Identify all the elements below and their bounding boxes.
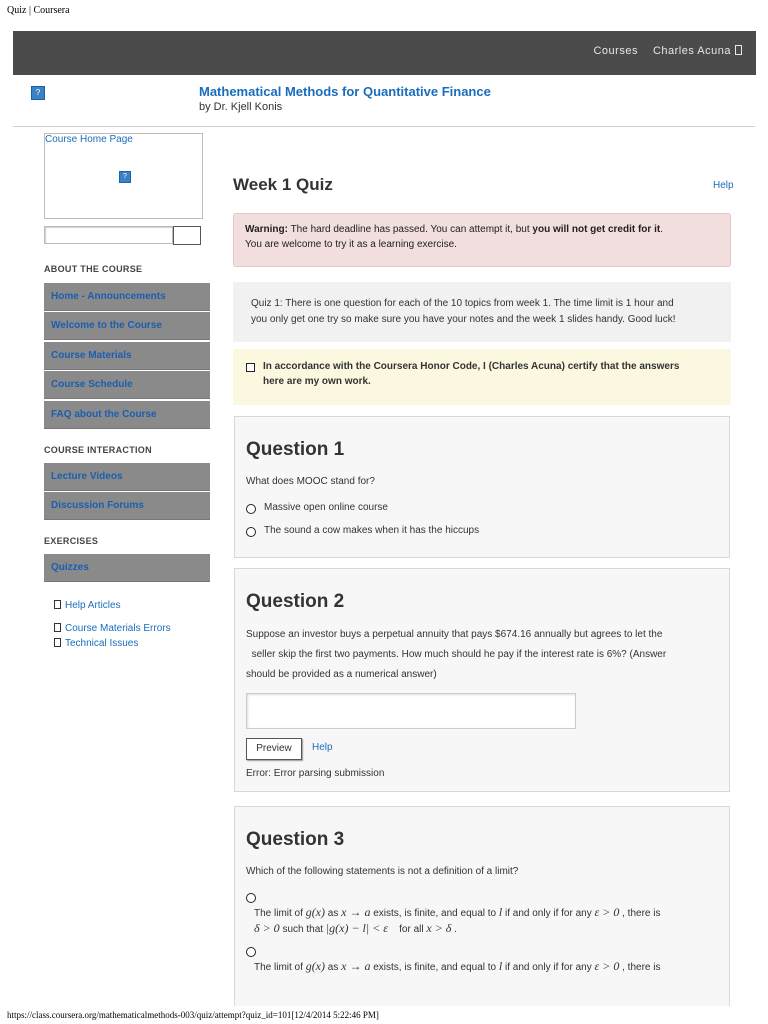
print-footer: https://class.coursera.org/mathematicalmethods-003/quiz/attempt?quiz_id=101[12/4/2014 5:22:46 PM]: [7, 1010, 379, 1020]
radio-option-1[interactable]: [246, 893, 256, 903]
description-line: you only get one try so make sure you have your notes and the week 1 slides handy. Good luck!: [251, 314, 676, 325]
opt-text: exists, is finite, and equal to: [370, 962, 499, 973]
honor-code-box: [233, 349, 731, 405]
math-expr: x → a: [341, 905, 371, 919]
answer-input[interactable]: [246, 693, 576, 729]
math-expr: g(x): [305, 959, 326, 973]
link-icon: [54, 600, 61, 609]
sidebar-item-label: Discussion Forums: [51, 500, 144, 511]
course-logo-icon[interactable]: ?: [31, 86, 45, 100]
header-divider: [13, 126, 755, 127]
sidebar-item-discussion-forums[interactable]: [44, 492, 210, 520]
help-link-label: Course Materials Errors: [65, 623, 171, 634]
sidebar-item-label: Quizzes: [51, 562, 89, 573]
question-text: [246, 625, 666, 685]
opt-text: , there is: [619, 908, 661, 919]
technical-issues-link[interactable]: [54, 638, 138, 649]
opt-text: for all: [396, 924, 427, 935]
opt-text: such that: [279, 924, 326, 935]
warning-label: Warning:: [245, 224, 288, 235]
math-expr: |g(x) − l| < ε: [325, 921, 389, 935]
math-expr: ε > 0: [594, 959, 620, 973]
error-message: Error: Error parsing submission: [246, 768, 385, 779]
sidebar-item-label: FAQ about the Course: [51, 409, 157, 420]
question-line: Suppose an investor buys a perpetual annuity that pays $674.16 annually but agrees to let the: [246, 629, 663, 640]
deadline-warning: [233, 213, 731, 267]
math-expr: l: [498, 959, 503, 973]
about-heading: ABOUT THE COURSE: [44, 264, 143, 274]
math-expr: g(x): [305, 905, 326, 919]
opt-text: .: [451, 924, 457, 935]
math-expr: x → a: [341, 959, 371, 973]
interaction-heading: COURSE INTERACTION: [44, 445, 152, 455]
option-label[interactable]: Massive open online course: [264, 502, 388, 513]
sidebar-item-label: Lecture Videos: [51, 471, 123, 482]
quiz-title: Week 1 Quiz: [233, 175, 333, 194]
math-expr: δ > 0: [254, 921, 280, 935]
sidebar-item-course-schedule[interactable]: [44, 371, 210, 399]
help-link-label: Technical Issues: [65, 638, 139, 649]
honor-line: In accordance with the Coursera Honor Code, I (Charles Acuna) certify that the answers: [263, 361, 680, 372]
quiz-help-link[interactable]: Help: [713, 180, 734, 191]
sidebar-item-label: Welcome to the Course: [51, 320, 162, 331]
print-header: Quiz | Coursera: [7, 5, 70, 16]
quiz-description-text: [251, 296, 721, 328]
sidebar-search-button[interactable]: [173, 226, 201, 245]
opt-text: , there is: [619, 962, 661, 973]
math-expr: ε > 0: [594, 905, 620, 919]
link-icon: [54, 638, 61, 647]
course-author: by Dr. Kjell Konis: [199, 101, 283, 113]
opt-text: if and only if for any: [502, 962, 595, 973]
answer-help-link[interactable]: Help: [312, 742, 333, 753]
math-expr: l: [498, 905, 503, 919]
course-home-link[interactable]: Course Home Page: [45, 134, 133, 145]
question-title: Question 1: [246, 439, 345, 460]
opt-text: as: [325, 908, 342, 919]
sidebar-item-quizzes[interactable]: [44, 554, 210, 582]
user-menu[interactable]: [653, 45, 742, 57]
option-1-text[interactable]: [254, 905, 724, 937]
dropdown-caret-icon: [735, 45, 742, 55]
question-text: Which of the following statements is not a definition of a limit?: [246, 866, 519, 877]
question-title: Question 3: [246, 829, 345, 850]
opt-text: The limit of: [254, 962, 306, 973]
question-3: [234, 806, 730, 1006]
question-title: Question 2: [246, 591, 345, 612]
link-icon: [54, 623, 61, 632]
help-link-label: Help Articles: [65, 600, 121, 611]
warning-line-2: You are welcome to try it as a learning exercise.: [245, 239, 457, 250]
honor-code-text[interactable]: [263, 359, 723, 389]
sidebar-item-label: Home - Announcements: [51, 291, 166, 302]
radio-option-2[interactable]: [246, 947, 256, 957]
warning-text-part: .: [660, 224, 663, 235]
opt-text: exists, is finite, and equal to: [370, 908, 499, 919]
opt-text: as: [325, 962, 342, 973]
option-label[interactable]: The sound a cow makes when it has the hiccups: [264, 525, 480, 536]
sidebar-search-input[interactable]: [44, 226, 173, 244]
warning-text: [245, 222, 725, 252]
quiz-description: [233, 282, 731, 342]
question-1: [234, 416, 730, 558]
sidebar-item-course-materials[interactable]: [44, 342, 210, 370]
top-nav: [593, 45, 742, 57]
top-navbar: [13, 31, 756, 75]
honor-line: here are my own work.: [263, 376, 371, 387]
user-name: Charles Acuna: [652, 45, 731, 57]
opt-text: The limit of: [254, 908, 306, 919]
sidebar-item-welcome[interactable]: [44, 312, 210, 340]
sidebar-item-label: Course Schedule: [51, 379, 133, 390]
question-line: seller skip the first two payments. How much should he pay if the interest rate is 6%? (Answer: [251, 649, 667, 660]
math-expr: x > δ: [426, 921, 452, 935]
sidebar-item-lecture-videos[interactable]: [44, 463, 210, 491]
warning-text-part: The hard deadline has passed. You can attempt it, but: [287, 224, 533, 235]
sidebar-item-faq[interactable]: [44, 401, 210, 429]
courses-link[interactable]: Courses: [593, 45, 638, 57]
opt-text: if and only if for any: [502, 908, 595, 919]
description-line: Quiz 1: There is one question for each of the 10 topics from week 1. The time limit is 1 hour and: [251, 298, 674, 309]
radio-option-2[interactable]: [246, 527, 256, 537]
warning-emphasis: you will not get credit for it: [532, 224, 661, 235]
sidebar-item-label: Course Materials: [51, 350, 132, 361]
option-2-text[interactable]: [254, 959, 724, 975]
course-home-image-box[interactable]: [44, 133, 203, 219]
help-articles-link[interactable]: [54, 600, 121, 611]
honor-code-checkbox[interactable]: [246, 363, 255, 372]
question-line: should be provided as a numerical answer): [246, 669, 437, 680]
course-title[interactable]: Mathematical Methods for Quantitative Finance: [199, 84, 491, 99]
sidebar-item-home-announcements[interactable]: [44, 283, 210, 311]
broken-image-icon: ?: [119, 171, 131, 183]
exercises-heading: EXERCISES: [44, 536, 99, 546]
question-2: [234, 568, 730, 792]
radio-option-1[interactable]: [246, 504, 256, 514]
question-text: What does MOOC stand for?: [246, 476, 375, 487]
preview-button[interactable]: Preview: [246, 738, 302, 760]
course-materials-errors-link[interactable]: [54, 623, 171, 634]
